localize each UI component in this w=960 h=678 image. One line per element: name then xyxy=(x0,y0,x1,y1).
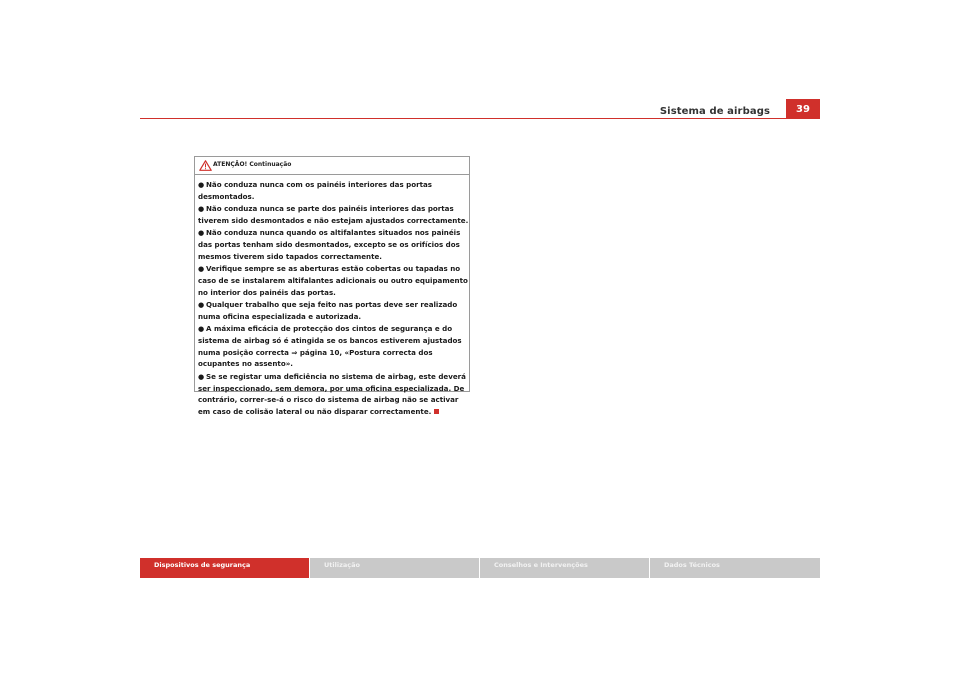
tab-dispositivos-de-seguranca[interactable]: Dispositivos de segurança xyxy=(140,558,309,578)
header-divider xyxy=(140,118,820,119)
tab-utilizacao[interactable]: Utilização xyxy=(310,558,479,578)
bullet-icon: ● xyxy=(198,371,205,381)
page-number: 39 xyxy=(786,99,820,119)
warning-item xyxy=(198,179,469,203)
warning-item-text: Qualquer trabalho que seja feito nas portas deve ser realizado numa oficina especializada e autorizada. xyxy=(198,299,458,321)
warning-item xyxy=(198,323,469,370)
warning-item xyxy=(198,299,469,323)
tab-dados-tecnicos[interactable]: Dados Técnicos xyxy=(650,558,820,578)
warning-header xyxy=(195,157,469,175)
warning-item-text: Não conduza nunca se parte dos painéis interiores das portas tiverem sido desmontados e não estejam ajustados correctamente. xyxy=(198,204,469,225)
warning-triangle-icon xyxy=(199,160,212,171)
tab-conselhos-e-intervencoes[interactable]: Conselhos e Intervenções xyxy=(480,558,649,578)
warning-item xyxy=(198,227,469,262)
end-of-warning-icon xyxy=(434,409,439,414)
warning-item-text: Não conduza nunca quando os altifalantes situados nos painéis das portas tenham sido desmontados, excepto se os orifícios dos mesmos tiverem sido tapados correctamente. xyxy=(198,228,461,261)
bullet-icon: ● xyxy=(198,299,205,309)
warning-item-text: Não conduza nunca com os painéis interiores das portas desmontados. xyxy=(198,180,433,201)
bullet-icon: ● xyxy=(198,264,205,274)
warning-box xyxy=(194,156,470,417)
bullet-icon: ● xyxy=(198,180,205,189)
warning-item xyxy=(198,263,469,298)
bullet-icon: ● xyxy=(198,228,205,238)
warning-item-text: Se se registar uma deficiência no sistema de airbag, este deverá ser inspeccionado, sem demora, por uma oficina especializada. De contrário, correr-se-á o risco do sistema de airbag não se activar em caso de colisão lateral ou não disparar correctamente. xyxy=(198,371,466,417)
bottom-nav xyxy=(140,558,820,578)
bullet-icon: ● xyxy=(198,324,205,334)
warning-item xyxy=(198,203,469,227)
warning-list xyxy=(198,179,469,418)
warning-item xyxy=(198,371,469,418)
warning-item-text: A máxima eficácia de protecção dos cintos de segurança e do sistema de airbag só é atingida se os bancos estiverem ajustados numa posição correcta ⇒ página 10, «Postura correcta dos ocupantes no assento». xyxy=(198,324,462,369)
warning-title: ATENÇÃO! Continuação xyxy=(213,161,292,168)
warning-item-text: Verifique sempre se as aberturas estão cobertas ou tapadas no caso de se instalarem altifalantes adicionais ou outro equipamento no interior dos painéis das portas. xyxy=(198,264,468,297)
section-title: Sistema de airbags xyxy=(659,106,770,117)
bullet-icon: ● xyxy=(198,204,205,214)
